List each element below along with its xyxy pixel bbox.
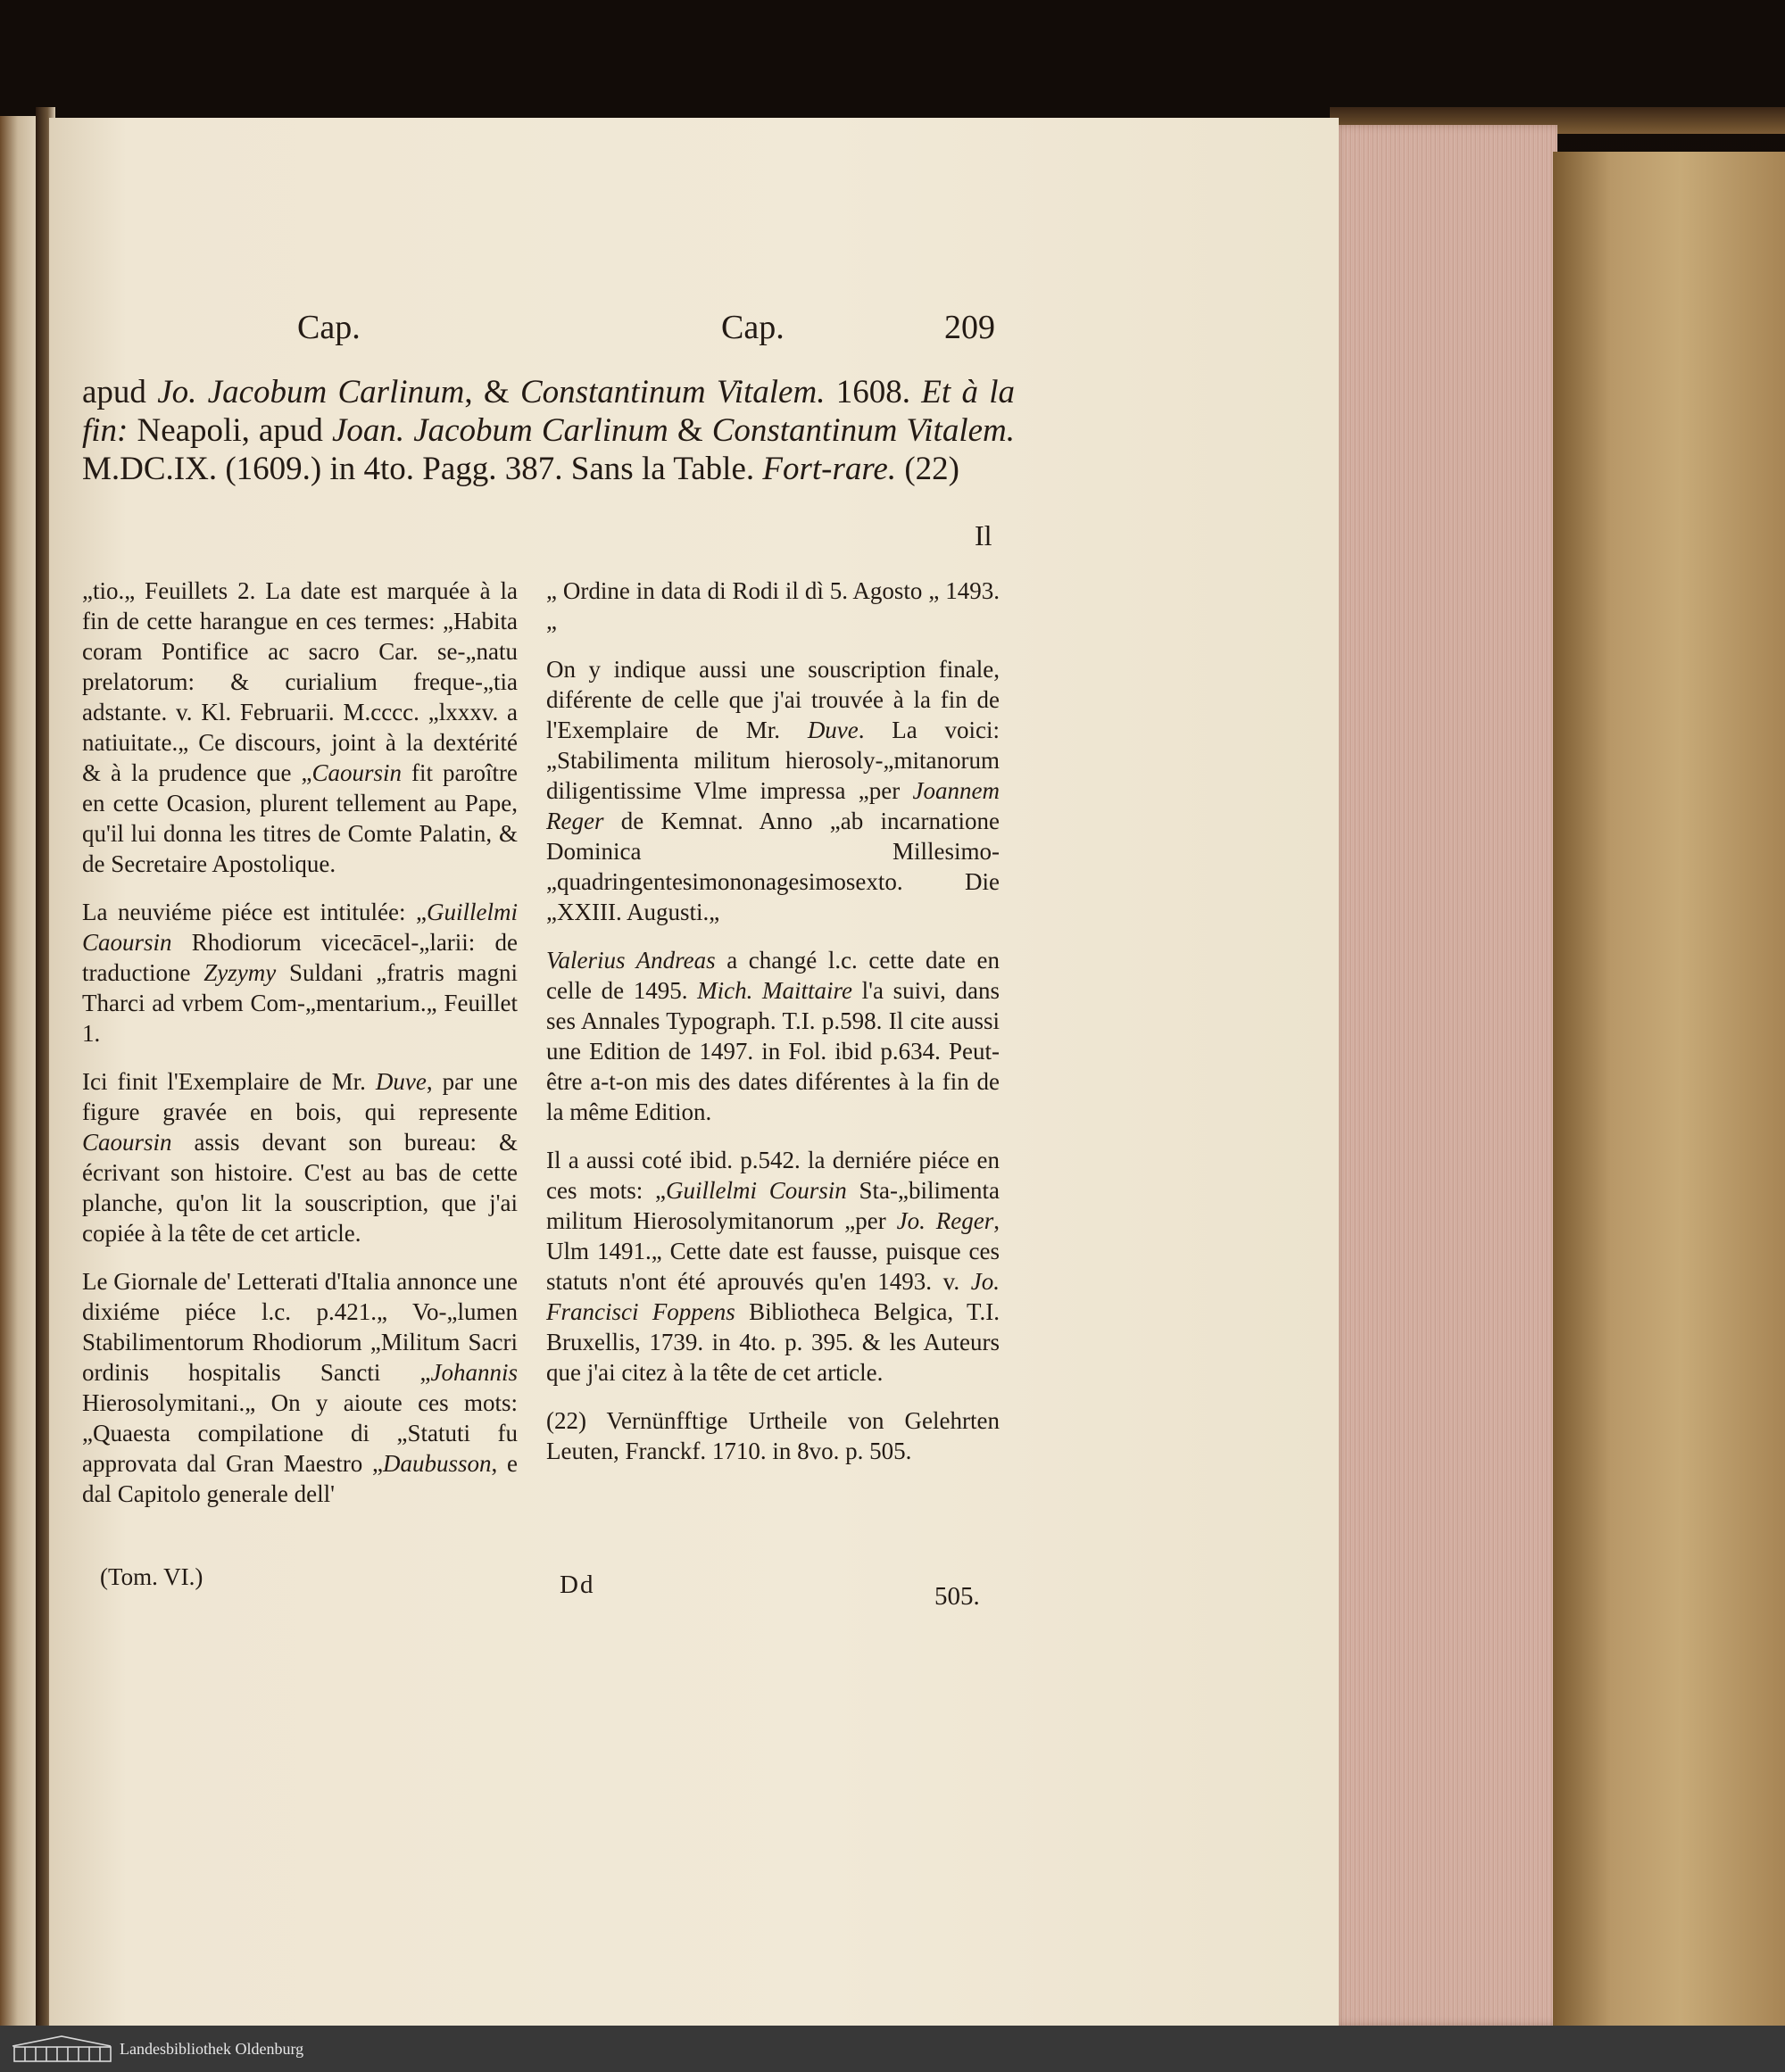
page-number: 209 — [944, 309, 995, 346]
right-column-paragraph: On y indique aussi une souscription finale, diférente de celle que j'ai trouvée à la fin de l'Exemplaire de Mr. Duve. La voici: „Stabilimenta militum hierosoly-„mitanorum diligentissime Vlme impressa „per Joannem Reger de Kemnat. Anno „ab incarnatione Dominica Millesimo-„quadringentesimononagesimosexto. Die „XXIII. Augusti.„ — [546, 656, 1000, 925]
right-column-paragraph: Valerius Andreas a changé l.c. cette date en celle de 1495. Mich. Maittaire l'a suivi, dans ses Annales Typograph. T.I. p.598. Il cite aussi une Edition de 1497. in Fol. ibid p.634. Peut-être a-t-on mis des dates diférentes à la fin de la même Edition. — [546, 947, 1000, 1125]
right-text-column — [546, 576, 1000, 1484]
catchword-bottom: 505. — [934, 1582, 980, 1611]
library-building-icon — [9, 2033, 114, 2065]
catchword-top: Il — [975, 519, 992, 551]
right-column-paragraph: (22) Vernünfftige Urtheile von Gelehrten Leuten, Franckf. 1710. in 8vo. p. 505. — [546, 1407, 1000, 1464]
left-column-paragraph: Ici finit l'Exemplaire de Mr. Duve, par une figure gravée en bois, qui represente Caoursin assis devant son bureau: & écrivant son histoire. C'est au bas de cette planche, qu'on lit la souscription, que j'ai copiée à la tête de cet article. — [82, 1068, 518, 1247]
library-name: Landesbibliothek Oldenburg — [120, 2039, 304, 2058]
right-column-paragraph: „ Ordine in data di Rodi il dì 5. Agosto „ 1493.„ — [546, 577, 1000, 634]
bottom-bar — [0, 2026, 1785, 2072]
book-cover-edge — [1553, 152, 1785, 2026]
top-paragraph: apud Jo. Jacobum Carlinum, & Constantinum Vitalem. 1608. Et à la fin: Neapoli, apud Joan. Jacobum Carlinum & Constantinum Vitalem. M.DC.IX. (1609.) in 4to. Pagg. 387. Sans la Table. Fort-rare. (22) — [82, 374, 1015, 487]
running-head-center: Cap. — [721, 309, 785, 346]
left-text-column — [82, 576, 518, 1527]
right-column-paragraph: Il a aussi coté ibid. p.542. la derniére piéce en ces mots: „Guillelmi Coursin Sta-„bilimenta militum Hierosolymitanorum „per Jo. Reger, Ulm 1491.„ Cette date est fausse, puisque ces statuts n'ont été aprouvés qu'en 1493. v. Jo. Francisci Foppens Bibliotheca Belgica, T.I. Bruxellis, 1739. in 4to. p. 395. & les Auteurs que j'ai citez à la tête de cet article. — [546, 1147, 1000, 1386]
left-column-paragraph: La neuviéme piéce est intitulée: „Guillelmi Caoursin Rhodiorum vicecācel-„larii: de traductione Zyzymy Suldani „fratris magni Tharci ad vrbem Com-„mentarium.„ Feuillet 1. — [82, 899, 518, 1047]
running-head-left: Cap. — [297, 309, 361, 346]
left-column-paragraph: Le Giornale de' Letterati d'Italia annonce une dixiéme piéce l.c. p.421.„ Vo-„lumen Stabilimentorum Rhodiorum „Militum Sacri ordinis hospitalis Sancti „Johannis Hierosolymitani.„ On y aioute ces mots: „Quaesta compilatione di „Statuti fu approvata dal Gran Maestro „Daubusson, e dal Capitolo generale dell' — [82, 1268, 518, 1507]
page-fore-edge — [1330, 125, 1557, 2026]
volume-mark: (Tom. VI.) — [100, 1563, 203, 1590]
left-column-paragraph: „tio.„ Feuillets 2. La date est marquée à la fin de cette harangue en ces termes: „Habita coram Pontifice ac sacro Car. se-„natu prelatorum: & curialium freque-„tia adstante. v. Kl. Februarii. M.cccc. „lxxxv. a natiuitate.„ Ce discours, joint à la dextérité & à la prudence que „Caoursin fit paroître en cette Ocasion, plurent tellement au Pape, qu'il lui donna les titres de Comte Palatin, & de Secretaire Apostolique. — [82, 577, 518, 877]
signature-mark: Dd — [560, 1571, 595, 1599]
